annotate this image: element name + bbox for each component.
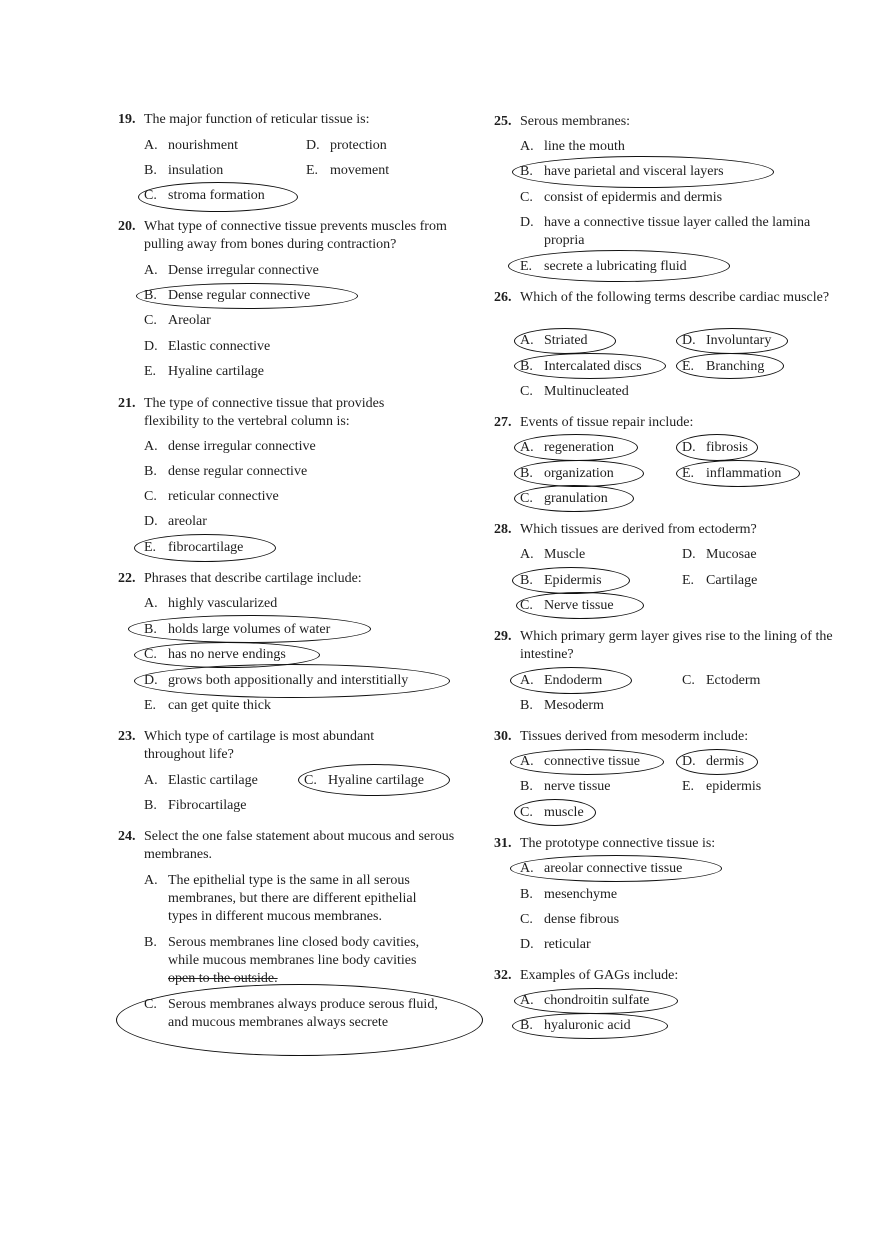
option-21e[interactable]: E. fibrocartilage — [144, 540, 244, 555]
option-20c[interactable]: C. Areolar — [144, 313, 211, 328]
question-text: The prototype connective tissue is: — [520, 836, 716, 851]
option-31c[interactable]: C. dense fibrous — [520, 912, 620, 927]
option-27e[interactable]: E. inflammation — [682, 466, 782, 481]
question-number: 31. — [494, 836, 512, 851]
option-20d[interactable]: D. Elastic connective — [144, 339, 271, 354]
question-number: 29. — [494, 629, 512, 644]
option-30c[interactable]: C. muscle — [520, 805, 584, 820]
option-28e[interactable]: E. Cartilage — [682, 573, 758, 588]
option-23a[interactable]: A. Elastic cartilage — [144, 773, 258, 788]
option-30a[interactable]: A. connective tissue — [520, 754, 641, 769]
option-22b[interactable]: B. holds large volumes of water — [144, 622, 331, 637]
question-text: Serous membranes: — [520, 114, 631, 129]
option-26b[interactable]: B. Intercalated discs — [520, 359, 642, 374]
question-text: Which type of cartilage is most abundant throughout life? — [144, 729, 375, 762]
option-19c[interactable]: C. stroma formation — [144, 188, 265, 203]
question-text: Events of tissue repair include: — [520, 415, 694, 430]
question-text: Which tissues are derived from ectoderm? — [520, 522, 757, 537]
option-19d[interactable]: D. protection — [306, 138, 387, 153]
option-27d[interactable]: D. fibrosis — [682, 440, 748, 455]
question-number: 25. — [494, 114, 512, 129]
option-27c[interactable]: C. granulation — [520, 491, 608, 506]
question-number: 24. — [118, 829, 136, 844]
question-text: Tissues derived from mesoderm include: — [520, 729, 749, 744]
option-28c[interactable]: C. Nerve tissue — [520, 598, 614, 613]
option-29c[interactable]: C. Ectoderm — [682, 673, 761, 688]
option-31d[interactable]: D. reticular — [520, 937, 591, 952]
option-22c[interactable]: C. has no nerve endings — [144, 647, 286, 662]
question-text: Which primary germ layer gives rise to the lining of the intestine? — [520, 629, 833, 662]
question-number: 26. — [494, 290, 512, 305]
option-25c[interactable]: C. consist of epidermis and dermis — [520, 190, 723, 205]
question-text: The type of connective tissue that provides flexibility to the vertebral column is: — [144, 396, 385, 429]
option-25d[interactable]: D. have a connective tissue layer called the lamina propria — [520, 215, 811, 248]
option-29a[interactable]: A. Endoderm — [520, 673, 603, 688]
question-text: The major function of reticular tissue is: — [144, 112, 370, 127]
option-29b[interactable]: B. Mesoderm — [520, 698, 604, 713]
question-text: Phrases that describe cartilage include: — [144, 571, 362, 586]
option-27b[interactable]: B. organization — [520, 466, 614, 481]
option-31b[interactable]: B. mesenchyme — [520, 887, 618, 902]
option-28b[interactable]: B. Epidermis — [520, 573, 602, 588]
question-number: 21. — [118, 396, 136, 411]
option-24b[interactable]: B. Serous membranes line closed body cavities, while mucous membranes line body cavities open to the outside. — [144, 935, 420, 986]
question-number: 32. — [494, 968, 512, 983]
option-25a[interactable]: A. line the mouth — [520, 139, 625, 154]
question-text: Select the one false statement about mucous and serous membranes. — [144, 829, 455, 862]
option-20a[interactable]: A. Dense irregular connective — [144, 263, 319, 278]
question-number: 23. — [118, 729, 136, 744]
option-21b[interactable]: B. dense regular connective — [144, 464, 308, 479]
option-26d[interactable]: D. Involuntary — [682, 333, 772, 348]
option-32b[interactable]: B. hyaluronic acid — [520, 1018, 631, 1033]
option-23b[interactable]: B. Fibrocartilage — [144, 798, 247, 813]
option-24c[interactable]: C. Serous membranes always produce serous fluid, and mucous membranes always secrete — [144, 997, 438, 1030]
question-number: 19. — [118, 112, 136, 127]
option-22e[interactable]: E. can get quite thick — [144, 698, 272, 713]
question-text: Which of the following terms describe cardiac muscle? — [520, 290, 830, 305]
option-26c[interactable]: C. Multinucleated — [520, 384, 629, 399]
option-32a[interactable]: A. chondroitin sulfate — [520, 993, 650, 1008]
question-number: 28. — [494, 522, 512, 537]
option-23c[interactable]: C. Hyaline cartilage — [304, 773, 425, 788]
option-31a[interactable]: A. areolar connective tissue — [520, 861, 683, 876]
question-number: 30. — [494, 729, 512, 744]
option-19a[interactable]: A. nourishment — [144, 138, 238, 153]
struck-text: open to the outside. — [168, 971, 278, 986]
question-text: What type of connective tissue prevents muscles from pulling away from bones during contraction? — [144, 219, 447, 252]
option-24a[interactable]: A. The epithelial type is the same in all serous membranes, but there are different epithelial types in different mucous membranes. — [144, 873, 417, 924]
option-20e[interactable]: E. Hyaline cartilage — [144, 364, 265, 379]
option-19e[interactable]: E. movement — [306, 163, 390, 178]
option-25b[interactable]: B. have parietal and visceral layers — [520, 164, 724, 179]
option-21a[interactable]: A. dense irregular connective — [144, 439, 316, 454]
option-22a[interactable]: A. highly vascularized — [144, 596, 278, 611]
option-30b[interactable]: B. nerve tissue — [520, 779, 611, 794]
option-30d[interactable]: D. dermis — [682, 754, 745, 769]
option-25e[interactable]: E. secrete a lubricating fluid — [520, 259, 687, 274]
option-21d[interactable]: D. areolar — [144, 514, 207, 529]
option-26e[interactable]: E. Branching — [682, 359, 765, 374]
question-text: Examples of GAGs include: — [520, 968, 679, 983]
option-30e[interactable]: E. epidermis — [682, 779, 762, 794]
option-22d[interactable]: D. grows both appositionally and interstitially — [144, 673, 409, 688]
option-19b[interactable]: B. insulation — [144, 163, 224, 178]
option-28d[interactable]: D. Mucosae — [682, 547, 757, 562]
question-number: 20. — [118, 219, 136, 234]
option-21c[interactable]: C. reticular connective — [144, 489, 279, 504]
option-20b[interactable]: B. Dense regular connective — [144, 288, 311, 303]
question-number: 27. — [494, 415, 512, 430]
option-28a[interactable]: A. Muscle — [520, 547, 586, 562]
option-27a[interactable]: A. regeneration — [520, 440, 614, 455]
question-number: 22. — [118, 571, 136, 586]
option-26a[interactable]: A. Striated — [520, 333, 588, 348]
